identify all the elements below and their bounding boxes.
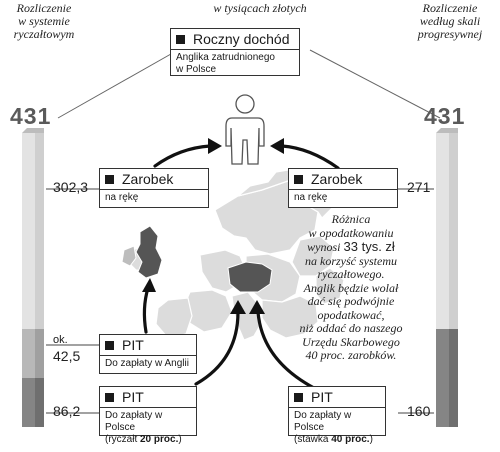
left-label-line2: w systemie bbox=[18, 14, 70, 28]
annual-income-title-row bbox=[171, 29, 299, 50]
left-label-line1: Rozliczenie bbox=[16, 1, 72, 15]
poland-highlight bbox=[228, 262, 272, 292]
annual-income-line2: w Polsce bbox=[176, 64, 217, 75]
pit-pl-flat-sub-line: Do zapłaty w Polsce bbox=[105, 410, 163, 433]
pit-pl-flat-note-pre: (ryczałt bbox=[105, 434, 140, 445]
earnings-left-box bbox=[99, 168, 209, 208]
pit-pl-flat-title: PIT bbox=[122, 389, 144, 405]
right-stacked-bar bbox=[436, 128, 458, 427]
roof-line-right bbox=[310, 50, 440, 118]
pit-pl-prog-box bbox=[288, 386, 386, 445]
square-bullet-icon bbox=[176, 35, 185, 44]
pit-uk-box bbox=[99, 334, 197, 374]
earnings-right-sub: na rękę bbox=[294, 192, 328, 203]
earnings-left-value: 302,3 bbox=[53, 179, 89, 195]
earnings-right-title-row bbox=[289, 169, 397, 190]
square-bullet-icon bbox=[294, 175, 303, 184]
pit-pl-prog-note-post: ) bbox=[369, 434, 373, 445]
left-total-value: 431 bbox=[10, 103, 52, 129]
note-line1: Różnica bbox=[331, 212, 371, 226]
annual-income-subtitle bbox=[171, 50, 299, 78]
note-line11: 40 proc. zarobków. bbox=[305, 348, 397, 362]
note-line3-bold: 33 tys. zł bbox=[343, 239, 395, 254]
pit-pl-flat-sub bbox=[100, 408, 196, 448]
note-line7: dać się podwójnie bbox=[307, 294, 395, 308]
earnings-right-box bbox=[288, 168, 398, 208]
note-line2: w opodatkowaniu bbox=[308, 225, 394, 240]
pit-uk-value-prefix: ok. bbox=[53, 334, 68, 346]
pit-pl-flat-note bbox=[105, 434, 191, 446]
pit-pl-flat-note-post: ) bbox=[178, 434, 182, 445]
square-bullet-icon bbox=[105, 175, 114, 184]
note-line3 bbox=[282, 240, 420, 255]
roof-line-left bbox=[58, 50, 178, 118]
pit-pl-flat-title-row bbox=[100, 387, 196, 408]
pit-pl-flat-box bbox=[99, 386, 197, 445]
right-label-line2: według skali bbox=[419, 14, 481, 28]
right-label-line3: progresywnej bbox=[417, 27, 483, 41]
pit-uk-title-row bbox=[100, 335, 196, 356]
left-stacked-bar bbox=[22, 128, 44, 427]
note-line5: ryczałtowego. bbox=[317, 267, 385, 281]
note-line9: niż oddać do naszego bbox=[299, 321, 403, 335]
difference-note bbox=[282, 213, 420, 363]
earnings-right-title: Zarobek bbox=[311, 171, 363, 187]
pit-pl-flat-value: 86,2 bbox=[53, 403, 81, 419]
pit-pl-flat-note-bold: 20 proc. bbox=[140, 434, 179, 445]
pit-pl-prog-note bbox=[294, 434, 380, 446]
pit-uk-value: 42,5 bbox=[53, 348, 81, 364]
right-total-value: 431 bbox=[424, 103, 466, 129]
pit-pl-prog-note-pre: (stawka bbox=[294, 434, 332, 445]
pit-pl-prog-sub bbox=[289, 408, 385, 448]
arrow-right-earnings bbox=[282, 146, 338, 168]
pit-pl-prog-title-row bbox=[289, 387, 385, 408]
arrow-uk-pit bbox=[144, 288, 148, 332]
annual-income-title: Roczny dochód bbox=[193, 31, 290, 47]
note-line8: opodatkować, bbox=[317, 307, 385, 322]
square-bullet-icon bbox=[294, 393, 303, 402]
square-bullet-icon bbox=[105, 341, 114, 350]
earnings-left-title: Zarobek bbox=[122, 171, 174, 187]
annual-income-line1: Anglika zatrudnionego bbox=[176, 52, 275, 63]
arrow-left-earnings bbox=[155, 146, 210, 166]
person-icon bbox=[226, 95, 264, 164]
earnings-left-sub: na rękę bbox=[105, 192, 139, 203]
unit-label: w tysiącach złotych bbox=[213, 1, 307, 15]
square-bullet-icon bbox=[105, 393, 114, 402]
pit-pl-prog-sub-line: Do zapłaty w Polsce bbox=[294, 410, 352, 433]
pit-uk-value-group bbox=[53, 334, 80, 364]
note-line3-pre: wynosi bbox=[307, 240, 344, 254]
earnings-right-value: 271 bbox=[407, 179, 431, 195]
pit-pl-prog-note-bold: 40 proc. bbox=[331, 434, 370, 445]
note-line10: Urzędu Skarbowego bbox=[302, 334, 400, 349]
pit-uk-sub: Do zapłaty w Anglii bbox=[105, 358, 189, 369]
right-label-line1: Rozliczenie bbox=[422, 1, 478, 15]
left-label-line3: ryczałtowym bbox=[13, 27, 75, 41]
note-line6: Anglik będzie wolał bbox=[303, 280, 399, 295]
note-line4: na korzyść systemu bbox=[305, 253, 397, 268]
uk-highlight bbox=[136, 226, 162, 278]
pit-uk-title: PIT bbox=[122, 337, 144, 353]
pit-pl-prog-value: 160 bbox=[407, 403, 431, 419]
pit-pl-prog-title: PIT bbox=[311, 389, 333, 405]
earnings-left-title-row bbox=[100, 169, 208, 190]
annual-income-box bbox=[170, 28, 300, 76]
